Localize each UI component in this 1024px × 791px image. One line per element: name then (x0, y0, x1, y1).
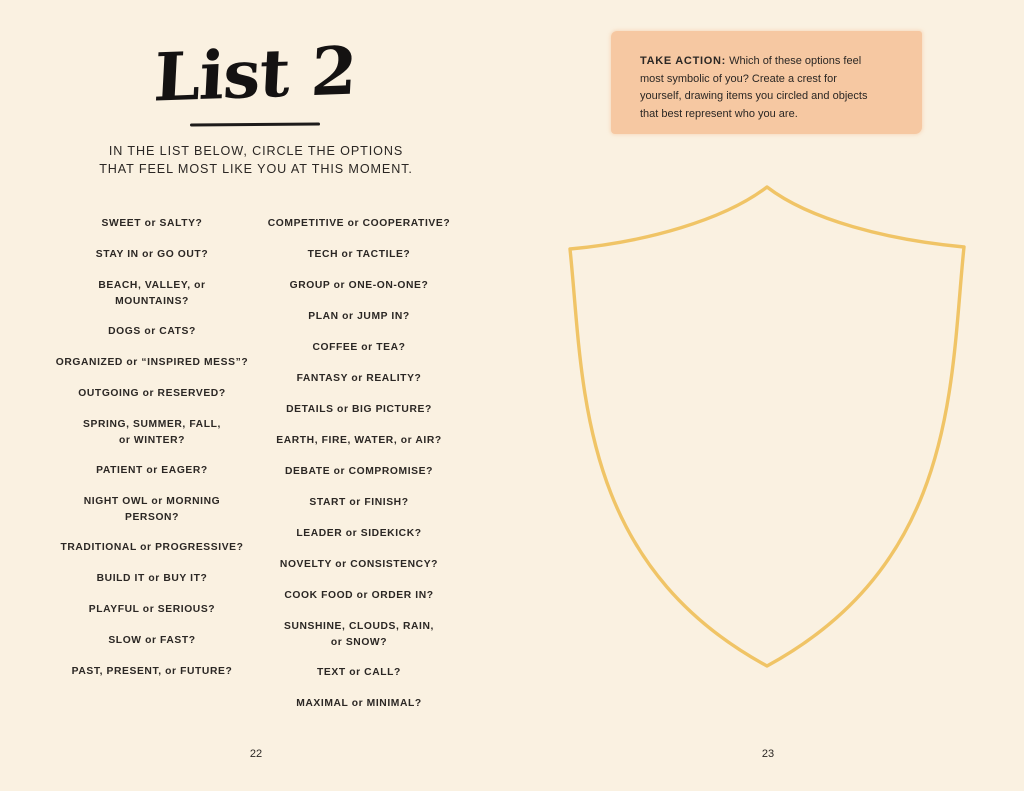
take-action-line: that best represent who you are. (640, 107, 798, 120)
option-item[interactable] (52, 247, 252, 278)
option-item[interactable] (52, 386, 252, 417)
option-text: GROUP or ONE-ON-ONE? (289, 280, 429, 291)
option-text: PATIENT or EAGER? (96, 465, 208, 476)
page-number: 23 (761, 748, 775, 760)
option-text: COFFEE or TEA? (312, 342, 406, 353)
option-item[interactable] (52, 216, 252, 247)
title-underline (190, 123, 320, 127)
option-text: ORGANIZED or “INSPIRED MESS”? (55, 357, 249, 368)
option-text: COOK FOOD or ORDER IN? (284, 590, 434, 601)
option-item[interactable] (52, 463, 252, 494)
option-item[interactable] (52, 664, 252, 695)
option-item[interactable] (259, 433, 459, 464)
option-item[interactable] (259, 588, 459, 619)
option-item[interactable] (259, 696, 459, 727)
option-item[interactable] (52, 571, 252, 602)
option-item[interactable] (259, 464, 459, 495)
option-text: DOGS or CATS? (108, 326, 196, 337)
option-item[interactable] (259, 619, 459, 665)
option-text: TRADITIONAL or PROGRESSIVE? (60, 542, 244, 553)
option-text: or SNOW? (330, 636, 388, 648)
option-item[interactable] (259, 278, 459, 309)
option-text: PERSON? (125, 511, 179, 523)
option-item[interactable] (259, 526, 459, 557)
option-text: FANTASY or REALITY? (296, 373, 422, 384)
option-text: NOVELTY or CONSISTENCY? (279, 559, 439, 570)
option-text: NIGHT OWL or MORNING (83, 496, 221, 507)
option-text: EARTH, FIRE, WATER, or AIR? (276, 435, 442, 446)
crest-shield-outline[interactable] (564, 182, 970, 672)
take-action-callout (611, 31, 922, 134)
option-text: PLAN or JUMP IN? (308, 311, 410, 322)
option-item[interactable] (259, 340, 459, 371)
option-text: MAXIMAL or MINIMAL? (296, 698, 422, 709)
instructions (60, 142, 452, 178)
options-list-right (259, 216, 459, 727)
option-text: SUNSHINE, CLOUDS, RAIN, (284, 621, 434, 632)
option-item[interactable] (259, 371, 459, 402)
option-text: SLOW or FAST? (108, 635, 196, 646)
option-item[interactable] (259, 247, 459, 278)
option-text: BUILD IT or BUY IT? (96, 573, 208, 584)
take-action-line: Which of these options feel (726, 55, 862, 67)
option-item[interactable] (52, 633, 252, 664)
option-item[interactable] (259, 557, 459, 588)
option-item[interactable] (52, 324, 252, 355)
option-text: COMPETITIVE or COOPERATIVE? (267, 218, 451, 229)
option-item[interactable] (52, 278, 252, 324)
option-item[interactable] (52, 494, 252, 540)
option-text: SWEET or SALTY? (101, 218, 203, 229)
option-text: OUTGOING or RESERVED? (78, 388, 226, 399)
instructions-line: IN THE LIST BELOW, CIRCLE THE OPTIONS (108, 144, 404, 158)
options-list-left (52, 216, 252, 695)
instructions-line: THAT FEEL MOST LIKE YOU AT THIS MOMENT. (99, 162, 413, 176)
right-page (512, 0, 1024, 791)
option-text: BEACH, VALLEY, or (98, 280, 206, 291)
option-item[interactable] (259, 665, 459, 696)
option-item[interactable] (259, 216, 459, 247)
take-action-label: TAKE ACTION: (640, 55, 727, 67)
take-action-text (640, 53, 910, 123)
option-item[interactable] (259, 309, 459, 340)
take-action-line: yourself, drawing items you circled and objects (640, 90, 868, 102)
option-text: TEXT or CALL? (317, 667, 401, 678)
option-text: or WINTER? (118, 434, 186, 446)
take-action-line: most symbolic of you? Create a crest for (640, 72, 837, 85)
option-text: DETAILS or BIG PICTURE? (286, 404, 432, 415)
option-item[interactable] (52, 602, 252, 633)
option-text: DEBATE or COMPROMISE? (285, 466, 433, 477)
page-number: 22 (249, 748, 263, 760)
option-item[interactable] (52, 417, 252, 463)
option-text: STAY IN or GO OUT? (95, 249, 209, 260)
option-item[interactable] (52, 355, 252, 386)
option-text: START or FINISH? (309, 497, 409, 508)
option-text: TECH or TACTILE? (307, 249, 411, 260)
option-text: PAST, PRESENT, or FUTURE? (71, 666, 233, 677)
page-title: List 2 (151, 31, 359, 117)
option-text: SPRING, SUMMER, FALL, (83, 419, 221, 430)
option-item[interactable] (259, 495, 459, 526)
option-item[interactable] (259, 402, 459, 433)
option-text: LEADER or SIDEKICK? (296, 528, 422, 539)
option-text: PLAYFUL or SERIOUS? (88, 604, 216, 615)
option-text: MOUNTAINS? (115, 295, 189, 307)
option-item[interactable] (52, 540, 252, 571)
